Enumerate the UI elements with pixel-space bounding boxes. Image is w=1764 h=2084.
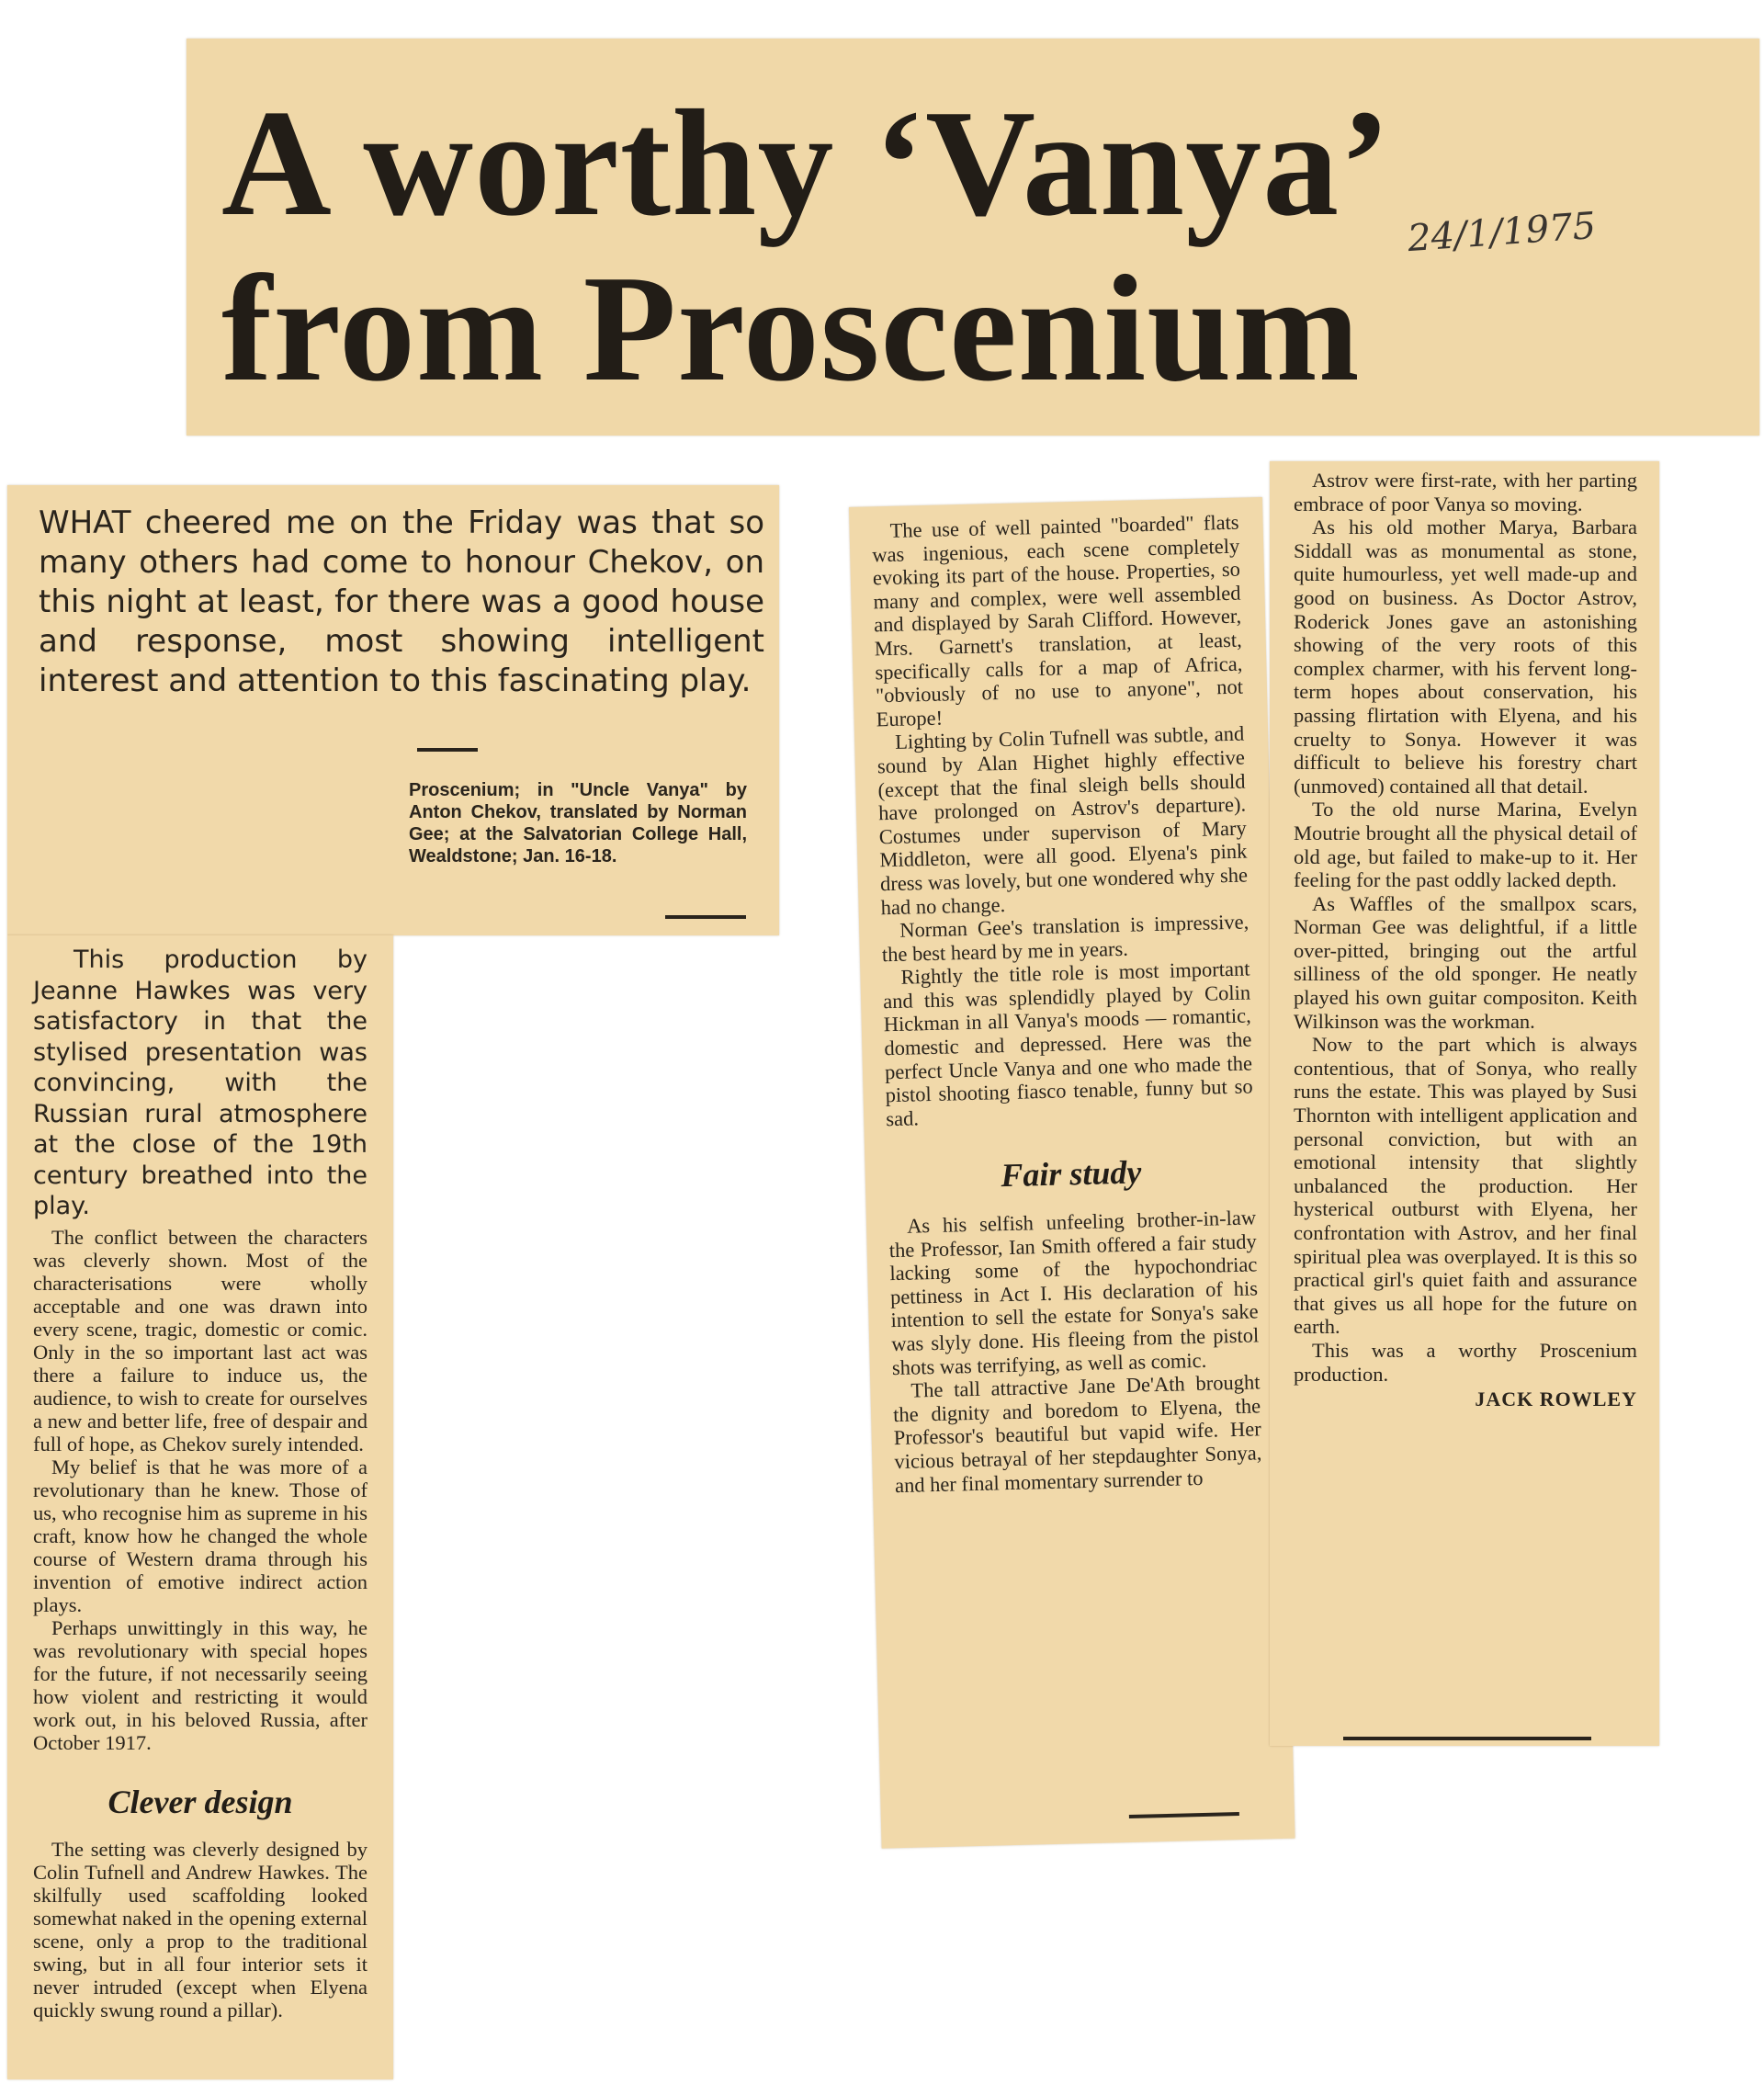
col1-paragraph-4: Perhaps unwittingly in this way, he was revolutionary with special hopes for the future, if not necessarily seeing how violent and restricting it would work out, in his beloved Russia, after October 1917. — [33, 1615, 368, 1754]
subhead-fair-study: Fair study — [1000, 1153, 1142, 1195]
col1-paragraph-3: My belief is that he was more of a revolutionary than he knew. Those of us, who recognise him as supreme in his craft, know how he changed the whole course of Western drama through his invention of emotive indirect action plays. — [33, 1455, 368, 1616]
column-3-clipping — [1270, 461, 1659, 1746]
author-byline: JACK ROWLEY — [1475, 1387, 1637, 1411]
col1-paragraph-2: The conflict between the characters was cleverly shown. Most of the characterisations were wholly acceptable and one was drawn into every scene, tragic, domestic or comic. Only in the so important last act was there a failure to induce us, the audience, to wish to create for ourselves a new and better life, free of despair and full of hope, as Chekov surely intended. — [33, 1225, 368, 1455]
headline-line-1: A worthy ‘Vanya’ — [221, 78, 1392, 247]
col2-paragraph-4: Rightly the title role is most important and this was splendidly played by Colin Hickman in all Vanya's moods — romantic, domestic and depressed. Here was the perfect Uncle Vanya and one who made the pistol shooting fiasco tenable, funny but so sad. — [882, 957, 1253, 1131]
credits-bottom-rule — [665, 915, 746, 919]
subhead-clever-design: Clever design — [107, 1783, 293, 1820]
col3-paragraph-6: This was a worthy Proscenium production. — [1294, 1338, 1637, 1386]
column-2-end-rule — [1129, 1812, 1239, 1818]
column-3-end-rule — [1343, 1737, 1591, 1740]
col1-paragraph-1: This production by Jeanne Hawkes was very satisfactory in that the stylised presentation was convincing, with the Russian rural atmosphere at the close of the 19th century breathed into the play. — [33, 946, 368, 1220]
col2-paragraph-1: The use of well painted "boarded" flats was ingenious, each scene completely evoking its part of the house. Properties, so many and complex, were well assembled and displayed by Sarah Clifford. However, Mrs. Garnett's translation, at least, specifically calls for a map of Africa, "obviously of no use to anyone", not Europe! — [871, 510, 1244, 731]
col2-paragraph-3: Norman Gee's translation is impressive, the best heard by me in years. — [881, 910, 1250, 966]
production-credits: Proscenium; in "Uncle Vanya" by Anton Chekov, translated by Norman Gee; at the Salvatorian College Hall, Wealdstone; Jan. 16-18. — [409, 780, 747, 866]
column-1-clipping — [7, 935, 393, 2079]
col1-paragraph-5: The setting was cleverly designed by Colin Tufnell and Andrew Hawkes. The skilfully used scaffolding looked somewhat naked in the opening external scene, only a prop to the traditional swing, but in all four interior sets it never intruded (except when Elyena quickly swung round a pillar). — [33, 1837, 368, 2022]
col3-paragraph-1: Astrov were first-rate, with her parting embrace of poor Vanya so moving. — [1294, 469, 1637, 515]
col3-paragraph-4: As Waffles of the smallpox scars, Norman Gee was delightful, if a little over-pitted, bringing out the artful silliness of the old sponger. He neatly played his own guitar compositon. Keith Wilkinson was the workman. — [1294, 891, 1637, 1033]
column-3-text — [1294, 469, 1637, 1411]
col2-paragraph-2: Lighting by Colin Tufnell was subtle, and sound by Alan Highet highly effective (except that the final sleigh bells should have prolonged on Astrov's departure). Costumes under supervison of Mary Middleton, were all good. Elyena's pink dress was lovely, but one wondered why she had no change. — [876, 721, 1249, 919]
credits-top-rule — [417, 748, 478, 752]
column-2-clipping — [849, 497, 1295, 1849]
intro-clipping — [7, 485, 779, 935]
headline-clipping — [187, 39, 1759, 436]
col3-paragraph-5: Now to the part which is always contentious, that of Sonya, who really runs the estate. This was played by Susi Thornton with intelligent application and personal conviction, but with an emotional intensity that slightly unbalanced the production. Her hysterical outburst with Elyena, her confrontation with Astrov, and her final spiritual plea was overplayed. It is this so practical girl's quiet faith and assurance that gives us all hope for the future on earth. — [1294, 1033, 1637, 1339]
handwritten-date: 24/1/1975 — [1406, 204, 1598, 261]
col3-paragraph-3: To the old nurse Marina, Evelyn Moutrie brought all the physical detail of old age, but failed to make-up to it. Her feeling for the past oddly lacked depth. — [1294, 798, 1637, 892]
col2-paragraph-5: As his selfish unfeeling brother-in-law the Professor, Ian Smith offered a fair study lacking some of the hypochondriac pettiness in Act I. His declaration of his intention to sell the estate for Sonya's sake was slyly done. His fleeing from the pistol shots was terrifying, as well as comic. — [888, 1206, 1260, 1379]
col3-paragraph-2: As his old mother Marya, Barbara Siddall was as monumental as stone, quite humourless, yet well made-up and good on business. As Doctor Astrov, Roderick Jones gave an astonishing showing of the very roots of this complex charmer, with his fervent long-term hopes about conservation, his passing flirtation with Elyena, and his cruelty to Sonya. However it was difficult to believe his forestry chart (unmoved) contained all that detail. — [1294, 515, 1637, 798]
col2-paragraph-6: The tall attractive Jane De'Ath brought the dignity and boredom to Elyena, the Professor's beautiful but vapid wife. Her vicious betrayal of her stepdaughter Sonya, and her final momentary surrender to — [892, 1370, 1262, 1497]
column-1-text — [33, 945, 368, 2022]
intro-lead-paragraph: WHAT cheered me on the Friday was that so many others had come to honour Chekov, on this night at least, for there was a good house and response, most showing intelligent interest and attention to this fascinating play. — [39, 504, 764, 699]
column-2-text — [871, 511, 1262, 1498]
headline-line-2: from Proscenium — [221, 244, 1361, 413]
